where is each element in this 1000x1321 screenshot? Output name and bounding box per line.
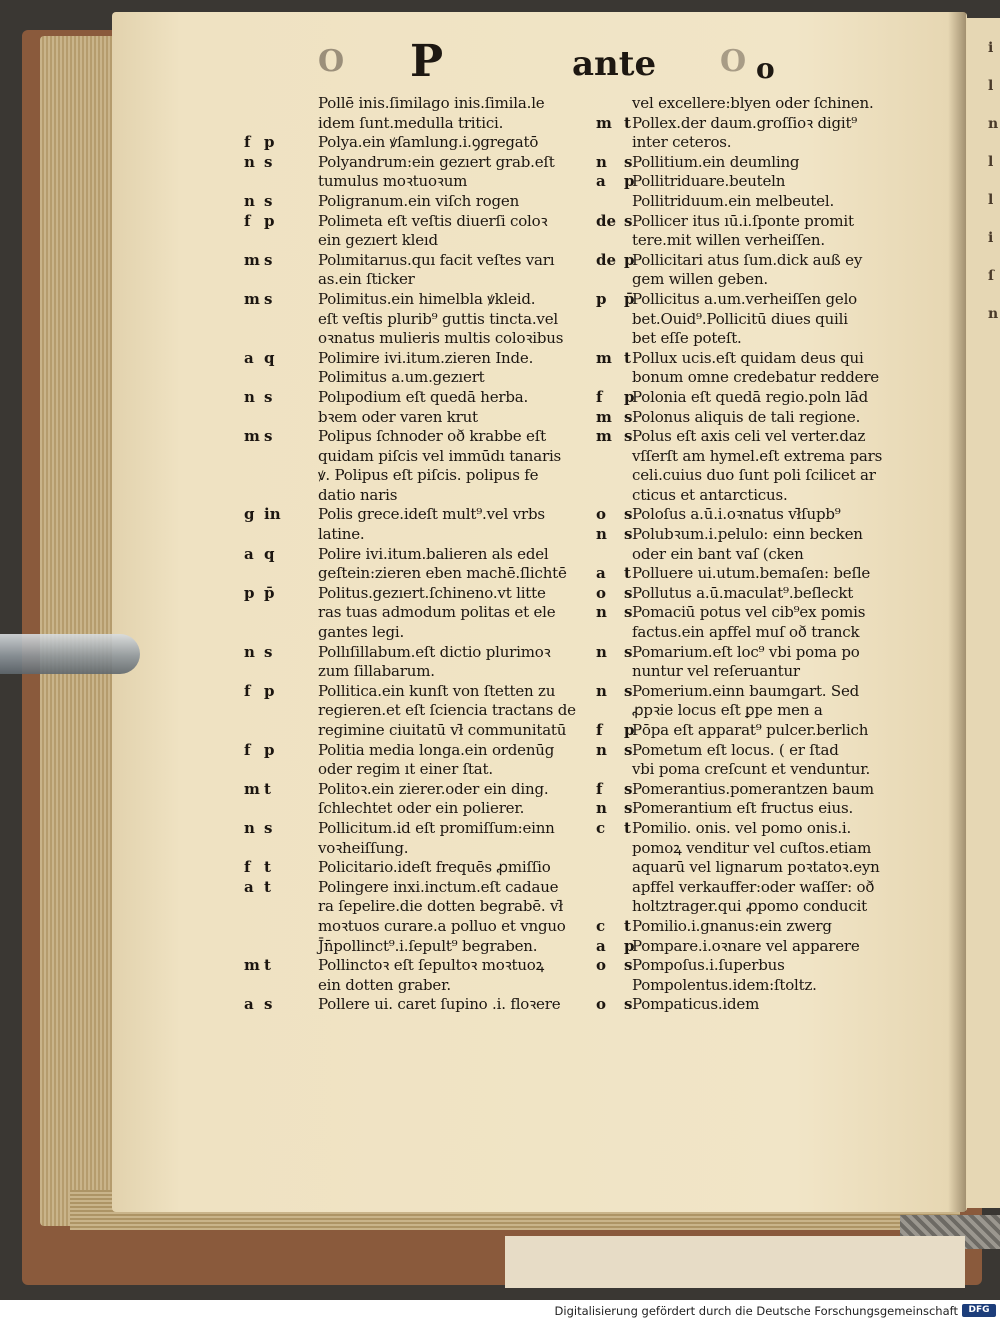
dictionary-entry: [596, 937, 916, 957]
dictionary-entry: [596, 819, 916, 917]
dictionary-entry: [244, 211, 602, 251]
gender-marker: n: [596, 152, 607, 171]
entry-line: Politoꝛ.ein zierer.oder ein ding.: [318, 779, 549, 798]
funding-credit: Digitalisierung gefördert durch die Deutsche Forschungsgemeinschaft: [554, 1304, 958, 1318]
gender-marker: a: [596, 564, 606, 583]
entry-line: Pollex.der daum.groſſioꝛ digit⁹: [632, 113, 858, 132]
dictionary-entry: [596, 153, 916, 173]
dictionary-entry: [244, 681, 602, 741]
entry-line: as.ein ſticker: [318, 270, 415, 289]
entry-line: ꝓpꝛie locus eſt ꝑpe men a: [632, 701, 823, 720]
gender-marker: m: [596, 427, 612, 446]
entry-line: gantes legi.: [318, 623, 405, 642]
dictionary-entry: [596, 525, 916, 564]
entry-line: Pollitica.ein kunſt von ſtetten zu: [318, 681, 556, 700]
dictionary-entry: [244, 544, 602, 584]
class-marker: t: [264, 779, 271, 798]
dictionary-entry: [596, 427, 916, 505]
dictionary-entry: [596, 388, 916, 408]
gender-marker: n: [244, 642, 255, 661]
entry-line: ꝟ. Polipus eſt piſcis. polipus fe: [318, 466, 539, 485]
class-marker: in: [264, 505, 281, 524]
class-marker: s: [264, 642, 273, 661]
dictionary-entry: [244, 779, 602, 819]
gender-marker: a: [244, 877, 254, 896]
facing-page-letter: l: [988, 78, 994, 94]
entry-line: Polluere ui.utum.bemaſen: beſle: [632, 564, 871, 583]
gender-marker: m: [244, 250, 260, 269]
entry-line: Pollicitum.id eſt promiſſum:einn: [318, 818, 555, 837]
entry-line: Polya.ein ꝟſamlung.i.ꝯgregatō: [318, 133, 539, 152]
class-marker: q: [264, 348, 275, 367]
gender-marker: m: [596, 407, 612, 426]
class-marker: t: [624, 564, 631, 583]
gender-marker: de: [596, 211, 617, 230]
gender-marker: n: [596, 603, 607, 622]
dictionary-entry: [596, 212, 916, 251]
class-marker: s: [624, 642, 633, 661]
gender-marker: n: [596, 681, 607, 700]
dictionary-entry: [244, 427, 602, 505]
entry-line: Pomerantius.pomerantzen baum: [632, 779, 874, 798]
dictionary-entry: [596, 956, 916, 995]
entry-line: Polimire ivi.itum.zieren Inde.: [318, 348, 534, 367]
gender-marker: n: [244, 191, 255, 210]
gender-marker: f: [596, 387, 603, 406]
dictionary-entry: [244, 387, 602, 427]
class-marker: s: [264, 995, 273, 1014]
class-marker: s: [624, 681, 633, 700]
facing-page-letter: n: [988, 306, 999, 322]
entry-line: Pomilio. onis. vel pomo onis.i.: [632, 818, 852, 837]
class-marker: s: [624, 505, 633, 524]
dictionary-entry: [244, 956, 602, 995]
dictionary-entry: [596, 741, 916, 780]
facing-page-letter: n: [988, 116, 999, 132]
entry-line: aquarū vel lignarum poꝛtatoꝛ.eyn: [632, 858, 880, 877]
entry-line: Pomarium.eſt loc⁹ vbi poma po: [632, 642, 860, 661]
entry-line: ein gezıert kleıd: [318, 231, 438, 250]
gender-marker: p: [596, 289, 607, 308]
entry-line: gem willen geben.: [632, 270, 768, 289]
entry-line: latine.: [318, 525, 365, 544]
dictionary-entry: [596, 94, 916, 114]
class-marker: p: [624, 936, 635, 955]
entry-line: Politia media longa.ein ordenūg: [318, 740, 555, 759]
class-marker: s: [624, 740, 633, 759]
entry-line: Pollutus a.ū.maculat⁹.beſleckt: [632, 583, 854, 602]
dictionary-entry: [596, 349, 916, 388]
entry-line: Polubꝛum.i.pelulo: einn becken: [632, 525, 863, 544]
gender-marker: n: [244, 818, 255, 837]
gender-marker: f: [596, 779, 603, 798]
entry-line: Pollitriduum.ein melbeutel.: [632, 191, 835, 210]
gender-marker: f: [244, 211, 251, 230]
footer-bar: [0, 1300, 1000, 1321]
dictionary-entry: [244, 818, 602, 858]
facing-page-letter: i: [988, 40, 994, 56]
gender-marker: n: [244, 152, 255, 171]
gender-marker: m: [244, 956, 260, 975]
class-marker: t: [264, 858, 271, 877]
entry-line: Poligranum.ein viſch rogen: [318, 191, 520, 210]
dictionary-entry: [244, 583, 602, 643]
class-marker: s: [624, 956, 633, 975]
entry-line: Pomerantium eſt fructus eius.: [632, 799, 854, 818]
facing-page-letter: l: [988, 192, 994, 208]
gender-marker: f: [244, 858, 251, 877]
entry-line: Polıpodium eſt quedā herba.: [318, 387, 529, 406]
class-marker: p: [264, 133, 275, 152]
header-letter: P: [410, 36, 444, 87]
class-marker: s: [624, 525, 633, 544]
entry-line: zum ſillabarum.: [318, 662, 435, 681]
entry-line: Pollicitari atus ſum.dick auß ey: [632, 250, 863, 269]
gender-marker: p: [244, 583, 255, 602]
entry-line: Polingere inxi.inctum.eſt cadaue: [318, 877, 559, 896]
gender-marker: o: [596, 583, 607, 602]
class-marker: s: [264, 289, 273, 308]
gender-marker: f: [244, 740, 251, 759]
entry-line: datio naris: [318, 485, 398, 504]
entry-line: pomoꝝ venditur vel cuſtos.etiam: [632, 838, 872, 857]
gender-marker: n: [596, 740, 607, 759]
class-marker: s: [624, 211, 633, 230]
facing-page-letter: i: [988, 230, 994, 246]
entry-line: geſtein:zieren eben machē.ſlichtē: [318, 564, 567, 583]
dictionary-entry: [244, 289, 602, 349]
class-marker: p: [624, 250, 635, 269]
class-marker: p̄: [264, 583, 275, 602]
dictionary-entry: [596, 917, 916, 937]
gender-marker: o: [596, 956, 607, 975]
dictionary-entry: [596, 721, 916, 741]
class-marker: s: [264, 152, 273, 171]
gender-marker: n: [596, 642, 607, 661]
entry-line: Pollitriduare.beuteln: [632, 172, 786, 191]
entry-line: Pollē inis.ſimilago inis.ſimila.le: [318, 94, 545, 112]
class-marker: s: [264, 250, 273, 269]
entry-line: inter ceteros.: [632, 133, 732, 152]
left-column: [244, 94, 602, 1015]
entry-line: Pompolentus.idem:ſtoltz.: [632, 975, 817, 994]
dictionary-entry: [244, 250, 602, 290]
entry-line: Pompoſus.i.ſuperbus: [632, 956, 785, 975]
entry-line: moꝛtuos curare.a polluo et vnguo: [318, 916, 566, 935]
entry-line: holtztrager.qui ꝓpomo conducit: [632, 897, 868, 916]
gender-marker: m: [244, 779, 260, 798]
class-marker: p: [264, 681, 275, 700]
class-marker: p: [624, 387, 635, 406]
entry-line: Polimeta eſt veſtis diuerſi coloꝛ: [318, 211, 548, 230]
entry-line: Polyandrum:ein gezıert grab.eſt: [318, 152, 555, 171]
gender-marker: f: [244, 133, 251, 152]
entry-line: Polis grece.ideſt mult⁹.vel vrbs: [318, 505, 545, 524]
dictionary-entry: [244, 858, 602, 878]
class-marker: t: [624, 348, 631, 367]
right-column: [596, 94, 916, 1015]
dictionary-entry: [596, 564, 916, 584]
gender-marker: m: [244, 289, 260, 308]
dictionary-entry: [244, 348, 602, 388]
entry-line: Polire ivi.itum.balieren als edel: [318, 544, 549, 563]
entry-line: voꝛheiſſung.: [318, 838, 409, 857]
dictionary-entry: [596, 251, 916, 290]
class-marker: p̄: [624, 289, 635, 308]
dictionary-entry: [596, 172, 916, 211]
gender-marker: c: [596, 818, 606, 837]
entry-line: Pomilio.i.gnanus:ein zwerg: [632, 916, 832, 935]
entry-line: bet eſſe poteſt.: [632, 329, 742, 348]
page-clip: [0, 634, 140, 674]
dictionary-entry: [596, 995, 916, 1015]
entry-line: tere.mit willen verheiſſen.: [632, 231, 825, 250]
entry-line: idem ſunt.medulla tritici.: [318, 113, 504, 132]
class-marker: s: [264, 427, 273, 446]
dictionary-entry: [244, 740, 602, 780]
class-marker: s: [624, 779, 633, 798]
entry-line: ein dotten graber.: [318, 975, 451, 994]
entry-line: vſſerſt am hymel.eſt extrema pars: [632, 446, 883, 465]
entry-line: Pometum eſt locus. ( er ſtad: [632, 740, 839, 759]
dictionary-entry: [244, 152, 602, 192]
entry-line: celi.cuius duo ſunt poli ſcilicet ar: [632, 466, 876, 485]
header-word: ante: [572, 44, 657, 84]
entry-line: factus.ein apffel muſ oð tranck: [632, 623, 860, 642]
dictionary-entry: [244, 642, 602, 682]
entry-line: apffel verkauffer:oder waſſer: oð: [632, 877, 875, 896]
entry-line: vbi poma creſcunt et venduntur.: [632, 760, 871, 779]
class-marker: t: [264, 956, 271, 975]
facing-page-edge: [962, 18, 1000, 1208]
dictionary-entry: [596, 584, 916, 604]
entry-line: Polimitus a.um.gezıert: [318, 368, 485, 387]
class-marker: q: [264, 544, 275, 563]
page-gutter: [948, 12, 966, 1212]
entry-line: Pollicer itus ıū.i.ſponte promit: [632, 211, 854, 230]
gender-marker: f: [244, 681, 251, 700]
entry-line: oꝛnatus mulieris multis coloꝛibus: [318, 329, 564, 348]
entry-line: Pollere ui. caret ſupino .i. floꝛere: [318, 995, 561, 1014]
entry-line: cticus et antarcticus.: [632, 485, 788, 504]
class-marker: t: [624, 818, 631, 837]
dictionary-entry: [244, 505, 602, 544]
entry-line: nuntur vel reſeruantur: [632, 662, 800, 681]
class-marker: s: [264, 818, 273, 837]
class-marker: s: [624, 799, 633, 818]
class-marker: t: [264, 877, 271, 896]
entry-line: bonum omne credebatur reddere: [632, 368, 879, 387]
entry-line: Polipus ſchnoder oð krabbe eſt: [318, 427, 546, 446]
class-marker: p: [264, 740, 275, 759]
entry-line: Pollitium.ein deumling: [632, 152, 800, 171]
class-marker: p: [624, 721, 635, 739]
class-marker: p: [264, 211, 275, 230]
entry-line: Pollıſillabum.eſt dictio plurimoꝛ: [318, 642, 551, 661]
entry-line: Pollicitus a.um.verheiſſen gelo: [632, 289, 857, 308]
entry-line: Polimitus.ein himelbla ꝟkleid.: [318, 289, 536, 308]
entry-line: regieren.et eſt ſciencia tractans de: [318, 701, 576, 720]
class-marker: s: [624, 583, 633, 602]
class-marker: s: [624, 152, 633, 171]
gender-marker: a: [244, 348, 254, 367]
class-marker: s: [624, 995, 633, 1014]
entry-line: Policitario.ideſt frequēs ꝓmiſſio: [318, 858, 551, 877]
gender-marker: m: [596, 113, 612, 132]
entry-line: bet.Ouid⁹.Pollicitū diues quili: [632, 309, 848, 328]
label-strip: [505, 1236, 965, 1288]
entry-line: Pompare.i.oꝛnare vel apparere: [632, 936, 860, 955]
entry-line: Pollux ucis.eſt quidam deus qui: [632, 348, 864, 367]
entry-line: Polus eſt axis celi vel verter.daz: [632, 427, 866, 446]
entry-line: ras tuas admodum politas et ele: [318, 603, 556, 622]
dictionary-entry: [596, 799, 916, 819]
entry-line: regimine ciuitatū vł̄ communitatū: [318, 721, 567, 739]
dictionary-entry: [262, 94, 602, 133]
dictionary-entry: [244, 191, 602, 212]
dfg-logo: DFG: [962, 1304, 996, 1317]
facing-page-letter: ſ: [988, 268, 995, 284]
dictionary-entry: [244, 133, 602, 153]
gender-marker: a: [244, 995, 254, 1014]
entry-line: J̄n̄pollinct⁹.i.ſepult⁹ begraben.: [318, 936, 538, 955]
gender-marker: g: [244, 505, 255, 524]
header-signature: o: [756, 52, 775, 85]
gender-marker: m: [596, 348, 612, 367]
header-right-mark: O: [720, 44, 747, 79]
dictionary-entry: [244, 995, 602, 1015]
gender-marker: a: [596, 936, 606, 955]
entry-line: Polonus aliquis de tali regione.: [632, 407, 861, 426]
entry-line: oder ein bant vaſ (cken: [632, 544, 804, 563]
entry-line: bꝛem oder varen krut: [318, 407, 478, 426]
entry-line: Pomerium.einn baumgart. Sed: [632, 681, 860, 700]
dictionary-entry: [596, 290, 916, 349]
class-marker: t: [624, 113, 631, 132]
gender-marker: n: [244, 387, 255, 406]
entry-line: vel excellere:blyen oder ſchinen.: [632, 94, 874, 112]
class-marker: s: [264, 387, 273, 406]
facing-page-letter: l: [988, 154, 994, 170]
entry-line: quidam piſcis vel immūdı tanaris: [318, 446, 562, 465]
entry-line: Pōpa eſt apparat⁹ pulcer.berlich: [632, 721, 869, 739]
entry-line: eſt veſtis plurib⁹ guttis tincta.vel: [318, 309, 558, 328]
class-marker: s: [264, 191, 273, 210]
header-left-mark: O: [318, 44, 345, 79]
class-marker: p: [624, 172, 635, 191]
dictionary-entry: [596, 114, 916, 153]
class-marker: t: [624, 916, 631, 935]
dictionary-entry: [596, 408, 916, 428]
entry-line: Poloſus a.ū.i.oꝛnatus vł̄ſupb⁹: [632, 505, 841, 524]
class-marker: s: [624, 407, 633, 426]
entry-line: Polonia eſt quedā regio.poln lād: [632, 387, 868, 406]
gender-marker: n: [596, 799, 607, 818]
entry-line: ra ſepelire.die dotten begrabē. vł̄: [318, 897, 563, 916]
entry-line: Pompaticus.idem: [632, 995, 760, 1014]
entry-line: Politus.gezıert.ſchineno.vt litte: [318, 583, 546, 602]
entry-line: tumulus moꝛtuoꝛum: [318, 172, 468, 191]
entry-line: Pomaciū potus vel cib⁹ex pomis: [632, 603, 866, 622]
entry-line: ſchlechtet oder ein polierer.: [318, 799, 525, 818]
gender-marker: n: [596, 525, 607, 544]
dictionary-entry: [596, 505, 916, 525]
gender-marker: f: [596, 721, 603, 739]
dictionary-entry: [244, 877, 602, 956]
dictionary-entry: [596, 780, 916, 800]
gender-marker: de: [596, 250, 617, 269]
gender-marker: o: [596, 995, 607, 1014]
class-marker: s: [624, 427, 633, 446]
entry-line: Pollinctoꝛ eſt ſepultoꝛ moꝛtuoꝝ: [318, 956, 545, 975]
gender-marker: m: [244, 427, 260, 446]
gender-marker: a: [596, 172, 606, 191]
dictionary-entry: [596, 603, 916, 642]
entry-line: Polımitarıus.quı facit veſtes varı: [318, 250, 555, 269]
gender-marker: a: [244, 544, 254, 563]
gender-marker: o: [596, 505, 607, 524]
class-marker: s: [624, 603, 633, 622]
entry-line: oder regim ıt einer ſtat.: [318, 760, 493, 779]
dictionary-entry: [596, 682, 916, 721]
dictionary-entry: [596, 643, 916, 682]
gender-marker: c: [596, 916, 606, 935]
